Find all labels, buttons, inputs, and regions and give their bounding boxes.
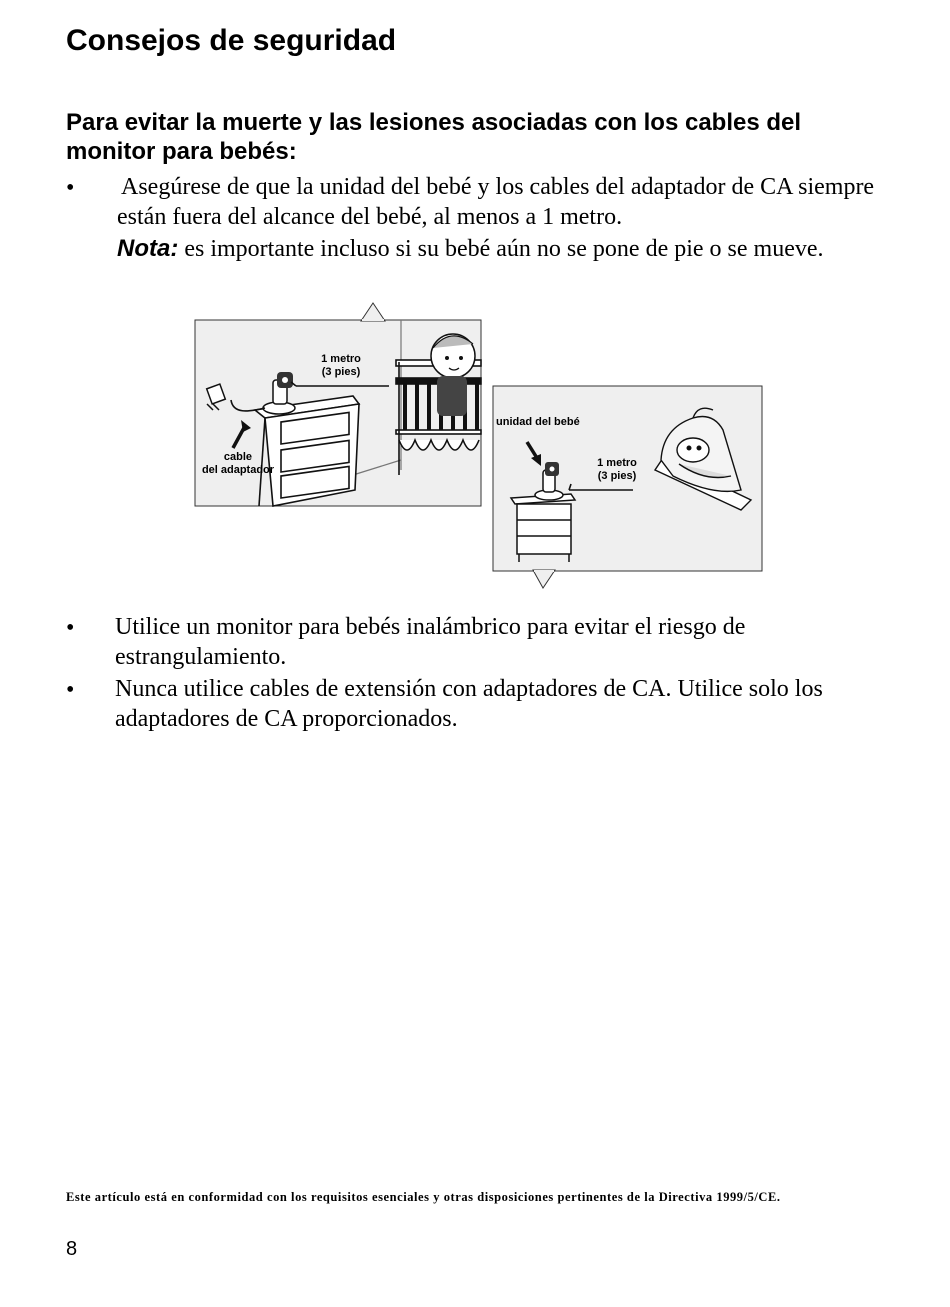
distance-label-left-line1: 1 metro <box>321 353 361 365</box>
section-heading: Para evitar la muerte y las lesiones asociadas con los cables del monitor para bebés: <box>66 109 802 165</box>
bullet-text-wireless: Utilice un monitor para bebés inalámbrico para evitar el riesgo de estrangulamiento. <box>115 614 746 670</box>
nightstand-icon <box>511 494 575 562</box>
note-line <box>117 234 917 264</box>
cable-label-line2: del adaptador <box>201 464 275 476</box>
note-text: es importante incluso si su bebé aún no se pone de pie o se mueve. <box>178 236 824 262</box>
compliance-footer: Este artículo está en conformidad con los requisitos esenciales y otras disposiciones pertinentes de la Directiva 1999/5/CE. <box>66 1190 781 1204</box>
note-label: Nota: <box>117 235 179 262</box>
safety-illustration <box>193 300 765 590</box>
distance-label-left <box>309 353 373 379</box>
cable-label-line1: cable <box>223 451 253 463</box>
baby-unit-label: unidad del bebé <box>496 416 580 428</box>
distance-label-right-line2: (3 pies) <box>597 470 637 482</box>
page-number: 8 <box>66 1238 78 1260</box>
cable-label <box>195 451 281 477</box>
bullet-text-extension-cables: Nunca utilice cables de extensión con adaptadores de CA. Utilice solo los adaptadores de CA proporcionados. <box>115 676 823 732</box>
page-title: Consejos de seguridad <box>66 24 397 57</box>
distance-label-right <box>585 457 649 483</box>
distance-label-left-line2: (3 pies) <box>321 366 361 378</box>
distance-label-right-line1: 1 metro <box>597 457 637 469</box>
bullet-text-cable-distance: Asegúrese de que la unidad del bebé y los cables del adaptador de CA siempre están fuera del alcance del bebé, al menos a 1 metro. <box>117 174 875 230</box>
bullet-marker: • <box>66 175 75 201</box>
bullet-marker: • <box>66 615 75 641</box>
bullet-marker: • <box>66 677 75 703</box>
